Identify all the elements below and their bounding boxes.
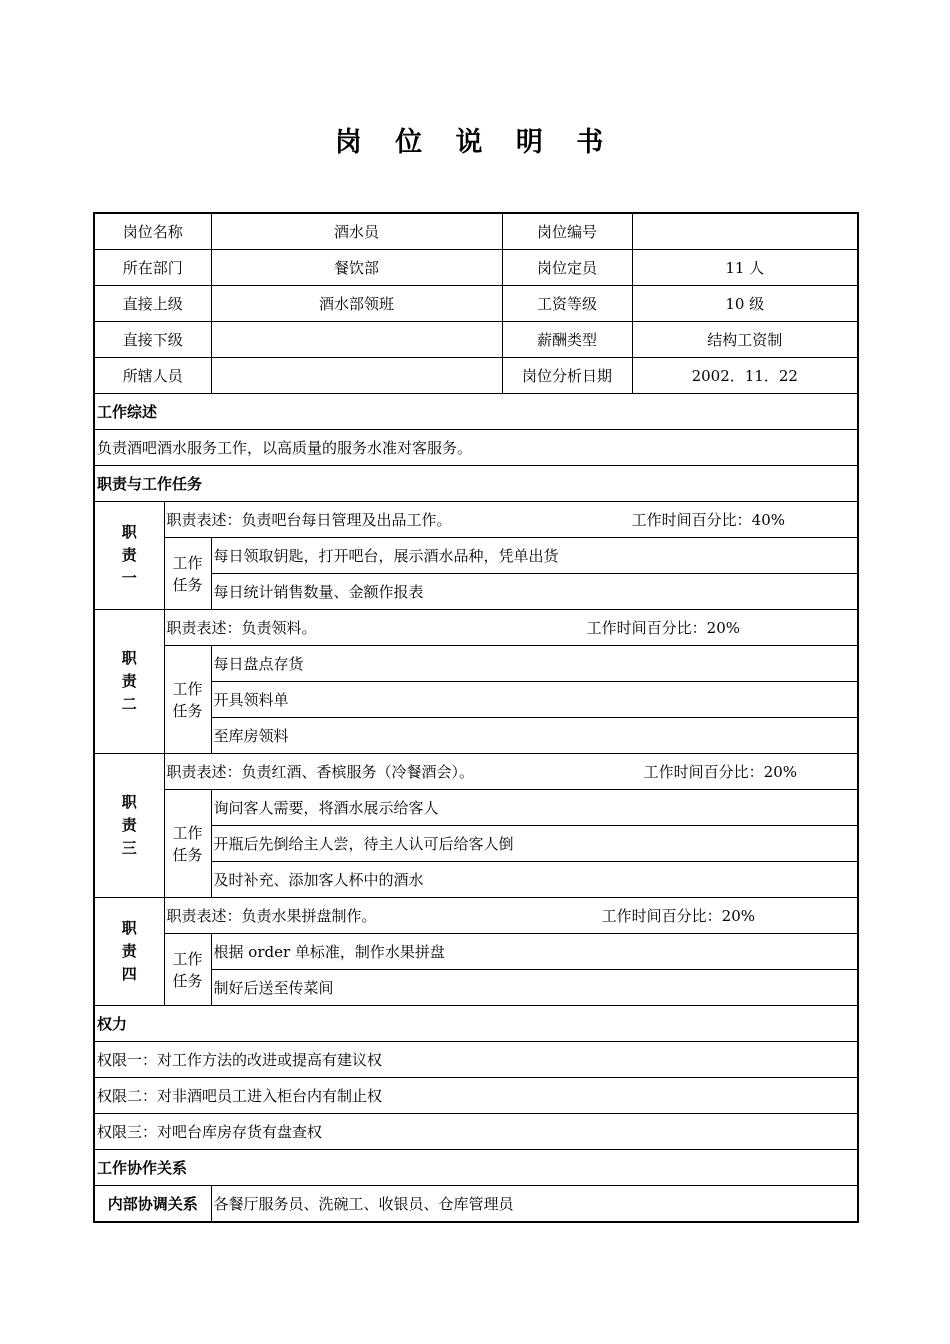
info-row — [94, 286, 858, 322]
relations-row — [94, 1186, 858, 1223]
task-label-line: 工作 — [172, 949, 203, 968]
duty-label-char: 二 — [121, 695, 137, 713]
task-label-line: 工作 — [172, 679, 203, 698]
duty-label-char: 责 — [121, 942, 137, 960]
duty-statement-text: 职责表述：负责红酒、香槟服务（冷餐酒会）。 — [166, 763, 475, 781]
duty-label — [94, 610, 164, 754]
task-item: 开瓶后先倒给主人尝，待主人认可后给客人倒 — [211, 826, 858, 862]
section-summary — [94, 394, 858, 430]
duty-label-char: 三 — [121, 839, 137, 857]
authority-row — [94, 1042, 858, 1078]
task-item: 根据 order 单标准，制作水果拼盘 — [211, 934, 858, 970]
info-value — [211, 322, 502, 358]
info-label: 岗位编号 — [502, 213, 632, 250]
info-label: 岗位名称 — [94, 213, 211, 250]
duty-statement — [164, 754, 858, 790]
info-label: 岗位分析日期 — [502, 358, 632, 394]
task-label-line: 任务 — [172, 971, 203, 990]
info-row — [94, 250, 858, 286]
info-value: 11 人 — [632, 250, 858, 286]
info-row — [94, 213, 858, 250]
duty-label — [94, 898, 164, 1006]
task-row — [94, 790, 858, 826]
duty-statement — [164, 502, 858, 538]
info-value: 酒水员 — [211, 213, 502, 250]
internal-relations-value: 各餐厅服务员、洗碗工、收银员、仓库管理员 — [211, 1186, 858, 1223]
section-heading: 工作综述 — [94, 394, 858, 430]
info-value: 结构工资制 — [632, 322, 858, 358]
task-label-line: 工作 — [172, 553, 203, 572]
page-title: 岗 位 说 明 书 — [334, 127, 616, 158]
task-label — [164, 646, 211, 754]
section-authority — [94, 1006, 858, 1042]
info-label: 工资等级 — [502, 286, 632, 322]
duty-statement-text: 职责表述：负责领料。 — [166, 619, 317, 637]
section-heading: 工作协作关系 — [94, 1150, 858, 1186]
task-item: 制好后送至传菜间 — [211, 970, 858, 1006]
duty-label-char: 职 — [121, 649, 137, 667]
task-row — [94, 934, 858, 970]
duty-label — [94, 502, 164, 610]
task-row — [94, 646, 858, 682]
task-label-line: 任务 — [172, 701, 203, 720]
summary-text: 负责酒吧酒水服务工作，以高质量的服务水准对客服务。 — [94, 430, 858, 466]
duty-label-char: 一 — [121, 569, 137, 587]
duty-statement-text: 职责表述：负责吧台每日管理及出品工作。 — [166, 511, 452, 529]
duty-label-char: 责 — [121, 816, 137, 834]
duty-time-percent: 工作时间百分比：40% — [631, 511, 786, 529]
section-heading: 职责与工作任务 — [94, 466, 858, 502]
task-item: 及时补充、添加客人杯中的酒水 — [211, 862, 858, 898]
duty-label-char: 责 — [121, 672, 137, 690]
duty-time-percent: 工作时间百分比：20% — [643, 763, 798, 781]
info-label: 所在部门 — [94, 250, 211, 286]
duty-statement-row — [94, 502, 858, 538]
duty-label-char: 四 — [121, 965, 137, 983]
info-row — [94, 358, 858, 394]
info-value — [632, 213, 858, 250]
task-label-line: 任务 — [172, 845, 203, 864]
internal-relations-label: 内部协调关系 — [94, 1186, 211, 1223]
section-relations — [94, 1150, 858, 1186]
info-label: 直接上级 — [94, 286, 211, 322]
task-item: 开具领料单 — [211, 682, 858, 718]
info-value: 餐饮部 — [211, 250, 502, 286]
task-item: 至库房领料 — [211, 718, 858, 754]
authority-row — [94, 1114, 858, 1150]
authority-item: 权限一：对工作方法的改进或提高有建议权 — [94, 1042, 858, 1078]
duty-label-char: 责 — [121, 546, 137, 564]
info-value: 10 级 — [632, 286, 858, 322]
task-label-line: 任务 — [172, 575, 203, 594]
authority-item: 权限二：对非酒吧员工进入柜台内有制止权 — [94, 1078, 858, 1114]
task-item: 询问客人需要，将酒水展示给客人 — [211, 790, 858, 826]
task-label-line: 工作 — [172, 823, 203, 842]
duty-time-percent: 工作时间百分比：20% — [601, 907, 756, 925]
info-row — [94, 322, 858, 358]
authority-row — [94, 1078, 858, 1114]
info-value — [211, 358, 502, 394]
duty-statement-row — [94, 610, 858, 646]
section-duties — [94, 466, 858, 502]
duty-label-char: 职 — [121, 523, 137, 541]
info-label: 岗位定员 — [502, 250, 632, 286]
task-row — [94, 538, 858, 574]
duty-statement — [164, 610, 858, 646]
task-item: 每日领取钥匙，打开吧台，展示酒水品种，凭单出货 — [211, 538, 858, 574]
duty-statement — [164, 898, 858, 934]
info-label: 所辖人员 — [94, 358, 211, 394]
info-value: 酒水部领班 — [211, 286, 502, 322]
duty-time-percent: 工作时间百分比：20% — [586, 619, 741, 637]
duty-label — [94, 754, 164, 898]
section-heading: 权力 — [94, 1006, 858, 1042]
duty-statement-row — [94, 898, 858, 934]
task-item: 每日盘点存货 — [211, 646, 858, 682]
authority-item: 权限三：对吧台库房存货有盘查权 — [94, 1114, 858, 1150]
summary-row — [94, 430, 858, 466]
task-label — [164, 934, 211, 1006]
task-label — [164, 790, 211, 898]
duty-statement-row — [94, 754, 858, 790]
duty-statement-text: 职责表述：负责水果拼盘制作。 — [166, 907, 377, 925]
duty-label-char: 职 — [121, 793, 137, 811]
duty-label-char: 职 — [121, 919, 137, 937]
task-label — [164, 538, 211, 610]
info-label: 直接下级 — [94, 322, 211, 358]
task-item: 每日统计销售数量、金额作报表 — [211, 574, 858, 610]
info-label: 薪酬类型 — [502, 322, 632, 358]
info-value: 2002．11．22 — [632, 358, 858, 394]
job-description-table — [93, 212, 859, 1223]
